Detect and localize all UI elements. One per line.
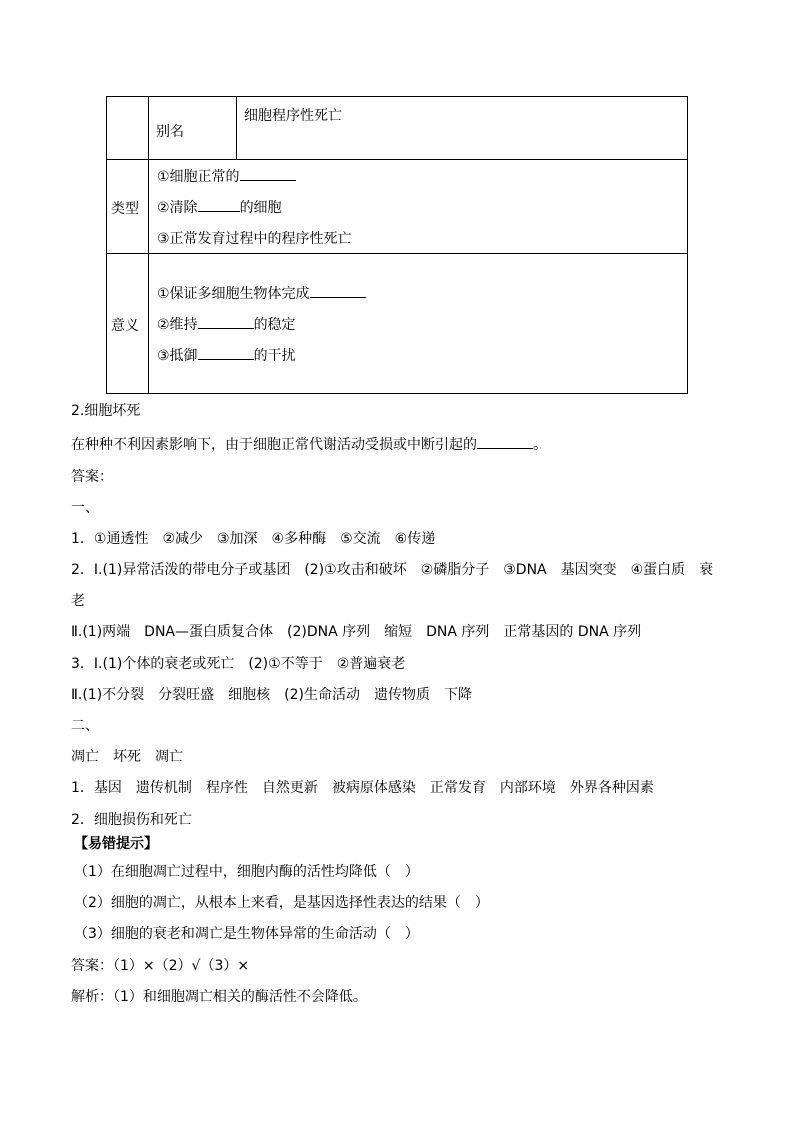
tip-question-2: （2）细胞的凋亡，从根本上来看，是基因选择性表达的结果（ ） xyxy=(74,895,489,911)
alias-label: 别名 xyxy=(156,124,184,140)
answer-3-line-1: 3．Ⅰ.(1)个体的衰老或死亡 (2)①不等于 ②普遍衰老 xyxy=(71,656,406,672)
apoptosis-table xyxy=(106,96,688,394)
answer-b-2: 2．细胞损伤和死亡 xyxy=(71,812,192,828)
fill-blank xyxy=(310,283,366,298)
significance-label: 意义 xyxy=(111,318,139,334)
significance-item-2 xyxy=(157,314,296,334)
section-text-suffix: 。 xyxy=(533,437,547,453)
answer-2-line-3: Ⅱ.(1)两端 DNA—蛋白质复合体 (2)DNA 序列 缩短 DNA 序列 正常基因的 DNA 序列 xyxy=(71,624,642,640)
section-title: 2.细胞坏死 xyxy=(71,403,141,419)
tip-question-3: （3）细胞的衰老和凋亡是生物体异常的生命活动（ ） xyxy=(74,926,419,942)
significance-item-2-suffix: 的稳定 xyxy=(253,317,296,333)
significance-item-3-prefix: ③抵御 xyxy=(157,348,198,364)
significance-item-3 xyxy=(157,345,296,365)
table-cell-types-label xyxy=(107,160,149,253)
types-item-2 xyxy=(157,197,282,217)
table-row-alias xyxy=(107,97,687,160)
table-cell-types xyxy=(149,160,687,253)
types-item-1 xyxy=(157,166,296,186)
fill-blank xyxy=(198,197,240,212)
answer-3-line-2: Ⅱ.(1)不分裂 分裂旺盛 细胞核 (2)生命活动 遗传物质 下降 xyxy=(71,687,473,703)
alias-value: 细胞程序性死亡 xyxy=(244,108,342,124)
answer-1: 1．①通透性 ②减少 ③加深 ④多种酶 ⑤交流 ⑥传递 xyxy=(71,531,436,547)
fill-blank xyxy=(240,166,296,181)
answer-2-line-1: 2．Ⅰ.(1)异常活泼的带电分子或基团 (2)①攻击和破坏 ②磷脂分子 ③DNA 基因突变 ④蛋白质 衰 xyxy=(71,562,714,578)
significance-item-2-prefix: ②维持 xyxy=(157,317,198,333)
fill-blank xyxy=(198,314,254,329)
answers-part-2: 二、 xyxy=(71,718,99,734)
significance-item-1 xyxy=(157,283,366,303)
types-item-1-text: ①细胞正常的 xyxy=(157,169,240,185)
table-row-types xyxy=(107,160,687,254)
types-item-3 xyxy=(157,228,352,248)
answers-part-1: 一、 xyxy=(71,500,99,516)
types-item-2-suffix: 的细胞 xyxy=(239,200,282,216)
types-label: 类型 xyxy=(111,201,139,217)
tips-title: 【易错提示】 xyxy=(74,836,158,852)
significance-item-1-text: ①保证多细胞生物体完成 xyxy=(157,286,310,302)
significance-item-3-suffix: 的干扰 xyxy=(253,348,296,364)
table-cell-alias-value xyxy=(237,97,687,159)
types-item-3-text: ③正常发育过程中的程序性死亡 xyxy=(157,231,352,247)
table-row-significance xyxy=(107,254,687,393)
types-item-2-prefix: ②清除 xyxy=(157,200,198,216)
section-text-prefix: 在种种不利因素影响下，由于细胞正常代谢活动受损或中断引起的 xyxy=(71,437,477,453)
table-cell-alias-label xyxy=(149,97,237,159)
table-cell-significance xyxy=(149,254,687,393)
table-cell-empty xyxy=(107,97,149,159)
answer-b-0: 凋亡 坏死 凋亡 xyxy=(71,749,183,765)
tip-question-1: （1）在细胞凋亡过程中，细胞内酶的活性均降低（ ） xyxy=(74,864,419,880)
answer-b-1: 1．基因 遗传机制 程序性 自然更新 被病原体感染 正常发育 内部环境 外界各种因素 xyxy=(71,780,654,796)
tip-analysis: 解析：（1）和细胞凋亡相关的酶活性不会降低。 xyxy=(71,989,367,1005)
tip-answer: 答案：（1）×（2）√（3）× xyxy=(71,958,250,974)
answer-2-line-2: 老 xyxy=(71,593,85,609)
table-cell-significance-label xyxy=(107,254,149,393)
section-text xyxy=(71,434,547,454)
fill-blank xyxy=(198,345,254,360)
fill-blank xyxy=(477,434,533,449)
answers-label: 答案： xyxy=(71,469,113,485)
